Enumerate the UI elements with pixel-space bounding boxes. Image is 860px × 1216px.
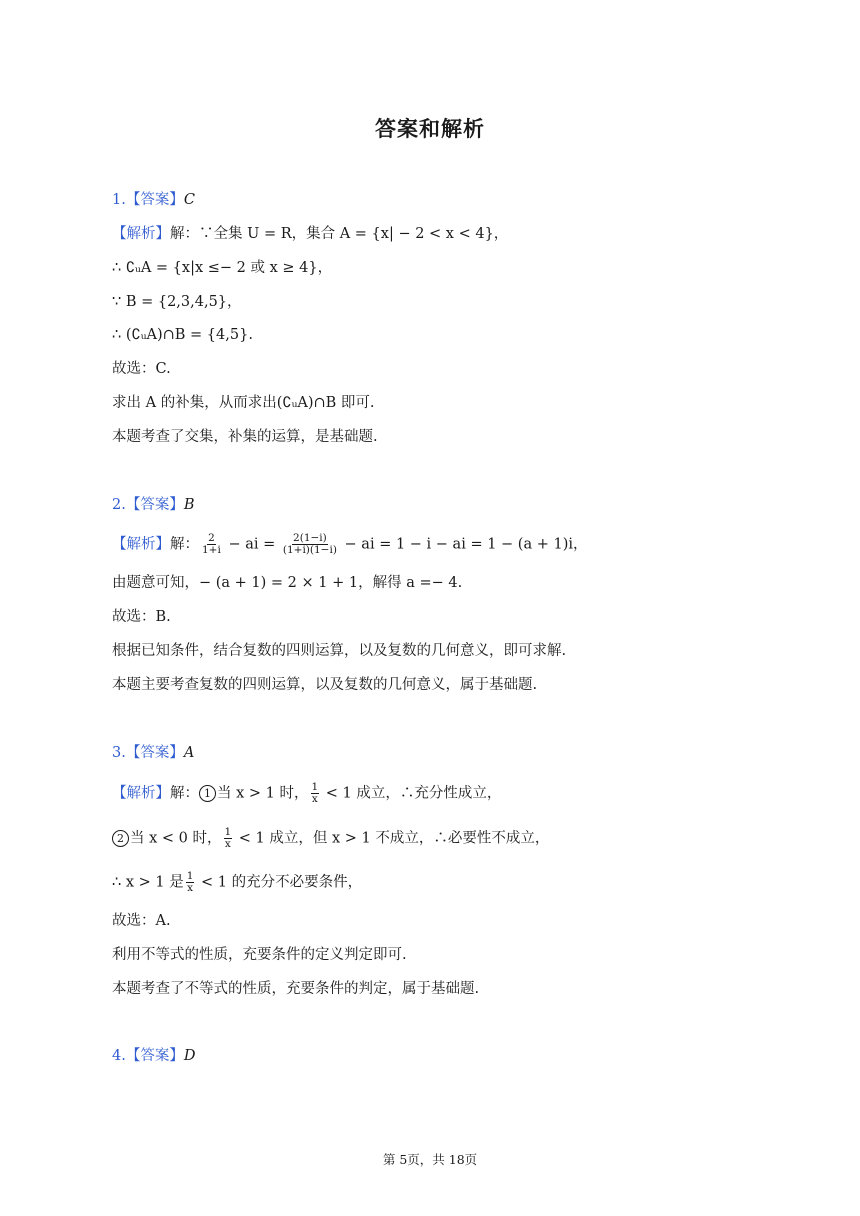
q3-fraction-3-denominator: x: [187, 882, 194, 894]
q1-answer-heading: 1.【答案】: [112, 192, 184, 208]
q1-analysis-line-1: [112, 224, 508, 244]
q2-fraction-1-numerator: 2: [208, 532, 215, 544]
page-title: 答案和解析: [375, 117, 485, 141]
q3-fraction-2: [224, 827, 233, 850]
q1-text-4: ∴ (∁ᵤA)∩B = {4,5}.: [112, 327, 253, 343]
q2-text-rest: − ai = 1 − i − ai = 1 − (a + 1)i，: [339, 536, 588, 553]
q3-text-5: 利用不等式的性质，充要条件的定义判定即可.: [112, 947, 407, 963]
q1-text-6: 求出 A 的补集，从而求出(∁ᵤA)∩B 即可.: [112, 395, 375, 411]
q3-answer-heading: 3.【答案】: [112, 745, 184, 761]
q2-analysis-line-1: [112, 533, 588, 556]
circled-one-icon: 1: [199, 785, 216, 802]
q3-text-pre: 解：: [170, 785, 199, 802]
q4-answer-line: [112, 1046, 195, 1066]
q3-text-6: 本题考查了不等式的性质，充要条件的判定，属于基础题.: [112, 981, 480, 997]
page-footer: 第 5页，共 18页: [382, 1152, 478, 1167]
q3-line-2: [112, 827, 549, 850]
q1-text-5: 故选：C.: [112, 361, 171, 377]
q2-text-pre: 解：: [170, 536, 199, 553]
q1-text-2: ∴ ∁ᵤA = {x|x ≤− 2 或 x ≥ 4}，: [112, 260, 333, 276]
q3-text-2b: < 1 成立，但 x > 1 不成立，∴必要性不成立，: [234, 830, 550, 847]
circled-two-icon: 2: [112, 830, 129, 847]
q2-fraction-2-numerator: 2(1−i): [293, 532, 327, 544]
q2-answer-value: B: [183, 497, 195, 513]
q3-fraction-1-numerator: 1: [311, 781, 319, 793]
q3-text-4: 故选：A.: [112, 913, 171, 929]
q2-text-2: 由题意可知，− (a + 1) = 2 × 1 + 1，解得 a =− 4.: [112, 575, 463, 591]
q1-answer-line: [112, 190, 195, 210]
q3-text-3a: ∴ x > 1 是: [112, 874, 184, 891]
q3-answer-line: [112, 743, 194, 763]
q3-line-3: [112, 871, 362, 894]
q3-text-1b: < 1 成立，∴充分性成立，: [321, 785, 502, 802]
q4-answer-heading: 4.【答案】: [112, 1048, 184, 1064]
q1-text-3: ∵ B = {2,3,4,5}，: [112, 294, 242, 310]
q2-fraction-2: [282, 533, 338, 556]
q2-analysis-tag: 【解析】: [112, 536, 170, 553]
q3-answer-value: A: [183, 745, 195, 761]
q3-fraction-1: [311, 782, 320, 805]
q1-text-7: 本题考查了交集，补集的运算，是基础题.: [112, 429, 378, 445]
q3-analysis-tag: 【解析】: [112, 785, 170, 802]
q3-fraction-2-numerator: 1: [224, 826, 232, 838]
q2-answer-line: [112, 495, 195, 515]
q2-text-mid: − ai =: [223, 536, 280, 553]
q1-answer-value: C: [183, 192, 195, 208]
q3-fraction-1-denominator: x: [311, 793, 318, 805]
q3-fraction-2-denominator: x: [224, 838, 231, 850]
q4-answer-value: D: [183, 1048, 196, 1064]
q3-analysis-line-1: [112, 782, 501, 805]
q3-text-3b: < 1 的充分不必要条件，: [196, 874, 363, 891]
q3-fraction-3-numerator: 1: [186, 870, 194, 882]
q2-fraction-1: [201, 533, 222, 556]
q3-fraction-3: [186, 871, 195, 894]
q2-fraction-1-denominator: 1+i: [202, 544, 221, 556]
q2-fraction-2-denominator: (1+i)(1−i): [282, 544, 337, 556]
q2-answer-heading: 2.【答案】: [112, 497, 184, 513]
q3-text-2a: 当 x < 0 时，: [130, 830, 222, 847]
q3-text-1a: 当 x > 1 时，: [217, 785, 309, 802]
q2-text-3: 故选：B.: [112, 609, 171, 625]
q2-text-4: 根据已知条件，结合复数的四则运算，以及复数的几何意义，即可求解.: [112, 643, 567, 659]
q2-text-5: 本题主要考查复数的四则运算，以及复数的几何意义，属于基础题.: [112, 677, 538, 693]
q1-analysis-tag: 【解析】: [112, 226, 170, 242]
q1-text-1: 解：∵全集 U = R，集合 A = {x| − 2 < x < 4}，: [170, 226, 509, 242]
